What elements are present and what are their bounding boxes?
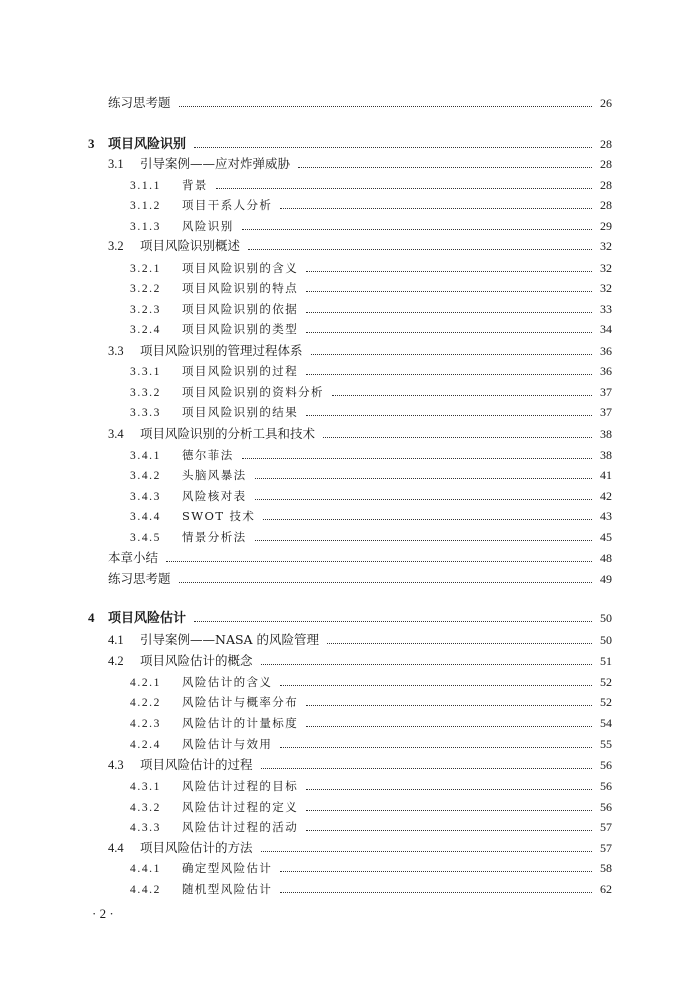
toc-page-number: 45 (600, 530, 612, 544)
toc-entry-label (130, 858, 272, 879)
toc-entry[interactable] (0, 527, 700, 547)
dot-leader (242, 229, 592, 230)
toc-section-title: 引导案例——NASA 的风险管理 (140, 632, 320, 647)
toc-entry[interactable] (0, 651, 700, 671)
toc-page-number: 32 (600, 261, 612, 275)
toc-entry-label (88, 134, 186, 155)
toc-section-number: 3.3.1 (130, 366, 161, 378)
toc-page-number: 48 (600, 551, 612, 565)
toc-section-title: 风险估计与效用 (182, 737, 273, 751)
toc-section-title: 头脑风暴法 (182, 468, 247, 482)
toc-entry-label (108, 424, 315, 444)
toc-entry[interactable] (0, 134, 700, 154)
toc-section-number: 4.2.4 (130, 739, 161, 751)
toc-entry-label (108, 93, 171, 113)
toc-page-number: 28 (600, 157, 612, 171)
toc-section-title: 项目风险识别概述 (140, 238, 241, 253)
toc-section-title: 风险估计过程的活动 (182, 820, 299, 834)
toc-entry[interactable] (0, 506, 700, 526)
dot-leader (306, 312, 592, 313)
dot-leader (306, 374, 592, 375)
toc-section-title: 情景分析法 (182, 530, 247, 544)
toc-section-title: 练习思考题 (108, 95, 171, 110)
toc-section-number: 4.2 (108, 654, 124, 668)
dot-leader (280, 747, 592, 748)
toc-entry-label (108, 236, 240, 256)
toc-entry-label (130, 527, 247, 548)
toc-entry-label (130, 506, 255, 527)
toc-page-number: 50 (600, 611, 612, 625)
toc-entry[interactable] (0, 236, 700, 256)
dot-leader (306, 332, 592, 333)
dot-leader (261, 851, 592, 852)
dot-leader (194, 147, 592, 148)
toc-section-title: 项目风险识别的类型 (182, 322, 299, 336)
toc-section-number: 4.3.1 (130, 781, 161, 793)
toc-entry[interactable] (0, 797, 700, 817)
toc-section-number: 3.1 (108, 157, 124, 171)
toc-section-number: 4.2.2 (130, 697, 161, 709)
toc-page-number: 55 (600, 737, 612, 751)
dot-leader (306, 830, 592, 831)
toc-page-number: 32 (600, 281, 612, 295)
toc-entry[interactable] (0, 672, 700, 692)
toc-entry[interactable] (0, 486, 700, 506)
toc-page-number: 57 (600, 841, 612, 855)
toc-entry[interactable] (0, 569, 700, 589)
toc-section-number: 4.3.2 (130, 802, 161, 814)
dot-leader (263, 519, 592, 520)
toc-section-title: 项目风险识别 (108, 137, 187, 152)
toc-entry-label (130, 692, 298, 713)
toc-section-title: 风险识别 (182, 219, 234, 233)
toc-entry-label (108, 569, 171, 589)
toc-page-number: 52 (600, 675, 612, 689)
toc-section-number: 3.4.2 (130, 470, 161, 482)
dot-leader (280, 685, 592, 686)
toc-entry-label (108, 154, 290, 174)
toc-entry[interactable] (0, 341, 700, 361)
dot-leader (306, 789, 592, 790)
toc-entry-label (108, 548, 158, 568)
dot-leader (306, 705, 592, 706)
toc-entry[interactable] (0, 278, 700, 298)
toc-section-number: 4.2.3 (130, 718, 161, 730)
toc-page-number: 32 (600, 239, 612, 253)
dot-leader (306, 415, 592, 416)
toc-entry-label (130, 278, 298, 299)
toc-entry-label (130, 879, 272, 900)
toc-entry[interactable] (0, 402, 700, 422)
toc-entry-label (108, 838, 253, 858)
toc-section-number: 3.2.1 (130, 263, 161, 275)
toc-section-number: 4.2.1 (130, 677, 161, 689)
toc-page-number: 29 (600, 219, 612, 233)
toc-section-title: 德尔菲法 (182, 448, 234, 462)
toc-entry[interactable] (0, 776, 700, 796)
toc-entry[interactable] (0, 93, 700, 113)
toc-entry-label (130, 361, 298, 382)
toc-entry[interactable] (0, 608, 700, 628)
toc-entry[interactable] (0, 154, 700, 174)
toc-entry-label (130, 299, 298, 320)
toc-page-number: 38 (600, 427, 612, 441)
toc-section-title: 项目风险识别的特点 (182, 281, 299, 295)
dot-leader (306, 271, 592, 272)
toc-section-number: 3.1.1 (130, 180, 161, 192)
toc-page-number: 56 (600, 800, 612, 814)
toc-page-number: 42 (600, 489, 612, 503)
toc-entry-label (130, 402, 298, 423)
dot-leader (306, 810, 592, 811)
toc-section-title: 项目风险识别的过程 (182, 364, 299, 378)
toc-entry-label (130, 776, 298, 797)
dot-leader (261, 664, 592, 665)
toc-entry[interactable] (0, 879, 700, 899)
toc-entry-label (130, 195, 272, 216)
toc-entry[interactable] (0, 734, 700, 754)
toc-section-title: 风险估计的计量标度 (182, 716, 299, 730)
toc-entry-label (130, 486, 247, 507)
toc-entry[interactable] (0, 175, 700, 195)
toc-entry[interactable] (0, 692, 700, 712)
toc-section-number: 3.4.5 (130, 532, 161, 544)
toc-page-number: 33 (600, 302, 612, 316)
toc-page-number: 41 (600, 468, 612, 482)
toc-section-number: 3.3.2 (130, 387, 161, 399)
toc-entry-label (108, 755, 253, 775)
dot-leader (298, 167, 592, 168)
toc-section-title: 风险估计与概率分布 (182, 695, 299, 709)
toc-section-title: 项目风险估计 (108, 611, 187, 626)
toc-section-title: 本章小结 (108, 550, 159, 565)
toc-entry-label (108, 341, 303, 361)
dot-leader (179, 106, 592, 107)
toc-section-number: 3.2.3 (130, 304, 161, 316)
dot-leader (216, 188, 592, 189)
toc-section-number: 3.2.4 (130, 324, 161, 336)
toc-page-number: 49 (600, 572, 612, 586)
toc-page-number: 38 (600, 448, 612, 462)
toc-entry-label (130, 797, 298, 818)
toc-entry-label (130, 817, 298, 838)
toc-entry[interactable] (0, 299, 700, 319)
dot-leader (261, 768, 592, 769)
toc-section-title: 项目风险估计的概念 (140, 653, 253, 668)
toc-entry-label (88, 608, 186, 629)
toc-section-number: 3.3 (108, 344, 124, 358)
toc-section-title: 确定型风险估计 (182, 861, 273, 875)
dot-leader (242, 458, 592, 459)
toc-page-number: 58 (600, 861, 612, 875)
toc-section-title: 项目风险识别的管理过程体系 (140, 343, 303, 358)
toc-page-number: 36 (600, 344, 612, 358)
toc-page-number: 43 (600, 509, 612, 523)
toc-section-title: 项目风险识别的含义 (182, 261, 299, 275)
toc-section-number: 3.3.3 (130, 407, 161, 419)
dot-leader (327, 643, 592, 644)
toc-page-number: 28 (600, 178, 612, 192)
toc-entry-label (130, 734, 272, 755)
toc-section-number: 3.1.3 (130, 221, 161, 233)
toc-entry[interactable] (0, 838, 700, 858)
toc-section-title: 风险估计过程的定义 (182, 800, 299, 814)
dot-leader (179, 582, 592, 583)
dot-leader (255, 499, 593, 500)
toc-section-number: 3.2 (108, 239, 124, 253)
toc-section-number: 3.4 (108, 427, 124, 441)
dot-leader (280, 208, 592, 209)
toc-section-number: 4.4.1 (130, 863, 161, 875)
toc-entry[interactable] (0, 465, 700, 485)
toc-page-number: 57 (600, 820, 612, 834)
toc-entry-label (130, 319, 298, 340)
toc-section-title: 引导案例——应对炸弹威胁 (140, 156, 291, 171)
toc-section-number: 4.3 (108, 758, 124, 772)
toc-entry[interactable] (0, 817, 700, 837)
dot-leader (306, 291, 592, 292)
toc-entry[interactable] (0, 382, 700, 402)
dot-leader (194, 621, 592, 622)
toc-page-number: 26 (600, 96, 612, 110)
toc-section-number: 4.4 (108, 841, 124, 855)
dot-leader (255, 540, 593, 541)
toc-section-title: 项目风险估计的过程 (140, 757, 253, 772)
toc-page-number: 52 (600, 695, 612, 709)
dot-leader (323, 437, 592, 438)
toc-section-title: 风险核对表 (182, 489, 247, 503)
toc-entry[interactable] (0, 361, 700, 381)
toc-page-number: 37 (600, 405, 612, 419)
toc-entry[interactable] (0, 424, 700, 444)
toc-section-title: 风险估计的含义 (182, 675, 273, 689)
toc-page-number: 34 (600, 322, 612, 336)
toc-section-number: 3.1.2 (130, 200, 161, 212)
toc-section-number: 3 (88, 136, 95, 151)
toc-page-number: 51 (600, 654, 612, 668)
toc-entry-label (108, 651, 253, 671)
toc-entry[interactable] (0, 858, 700, 878)
toc-entry[interactable] (0, 713, 700, 733)
toc-page-number: 28 (600, 198, 612, 212)
toc-entry[interactable] (0, 216, 700, 236)
toc-section-title: 练习思考题 (108, 571, 171, 586)
toc-section-title: 项目风险识别的依据 (182, 302, 299, 316)
toc-section-number: 3.4.3 (130, 491, 161, 503)
page-number: · 2 · (92, 906, 114, 921)
toc-entry[interactable] (0, 445, 700, 465)
dot-leader (166, 561, 592, 562)
dot-leader (255, 478, 593, 479)
dot-leader (280, 871, 592, 872)
dot-leader (248, 249, 592, 250)
toc-entry[interactable] (0, 548, 700, 568)
toc-entry[interactable] (0, 755, 700, 775)
toc-entry-label (130, 713, 298, 734)
toc-entry-label (130, 216, 234, 237)
toc-entry-label (130, 672, 272, 693)
dot-leader (332, 395, 592, 396)
toc-entry-label (108, 630, 319, 650)
toc-entry[interactable] (0, 195, 700, 215)
toc-entry-label (130, 382, 324, 403)
toc-entry-label (130, 175, 208, 196)
toc-section-title: 项目风险识别的资料分析 (182, 385, 324, 399)
toc-section-title: 随机型风险估计 (182, 882, 273, 896)
toc-entry[interactable] (0, 319, 700, 339)
toc-section-number: 3.4.4 (130, 511, 161, 523)
toc-entry[interactable] (0, 630, 700, 650)
toc-section-title: SWOT 技术 (182, 509, 256, 523)
toc-section-title: 风险估计过程的目标 (182, 779, 299, 793)
toc-page-number: 56 (600, 758, 612, 772)
toc-page-number: 28 (600, 137, 612, 151)
toc-page-number: 37 (600, 385, 612, 399)
toc-section-number: 3.2.2 (130, 283, 161, 295)
toc-page-number: 50 (600, 633, 612, 647)
toc-section-title: 项目风险识别的结果 (182, 405, 299, 419)
toc-page-number: 62 (600, 882, 612, 896)
toc-page-number: 54 (600, 716, 612, 730)
toc-section-title: 项目风险识别的分析工具和技术 (140, 426, 316, 441)
dot-leader (306, 726, 592, 727)
toc-entry-label (130, 258, 298, 279)
toc-section-title: 项目干系人分析 (182, 198, 273, 212)
dot-leader (280, 892, 592, 893)
toc-page-number: 36 (600, 364, 612, 378)
toc-section-number: 3.4.1 (130, 450, 161, 462)
toc-section-number: 4.3.3 (130, 822, 161, 834)
toc-entry[interactable] (0, 258, 700, 278)
toc-entry-label (130, 465, 247, 486)
toc-entry-label (130, 445, 234, 466)
toc-section-number: 4.4.2 (130, 884, 161, 896)
dot-leader (311, 354, 592, 355)
toc-section-title: 背景 (182, 178, 208, 192)
toc-page-number: 56 (600, 779, 612, 793)
toc-section-number: 4 (88, 610, 95, 625)
toc-section-title: 项目风险估计的方法 (140, 840, 253, 855)
toc-section-number: 4.1 (108, 633, 124, 647)
